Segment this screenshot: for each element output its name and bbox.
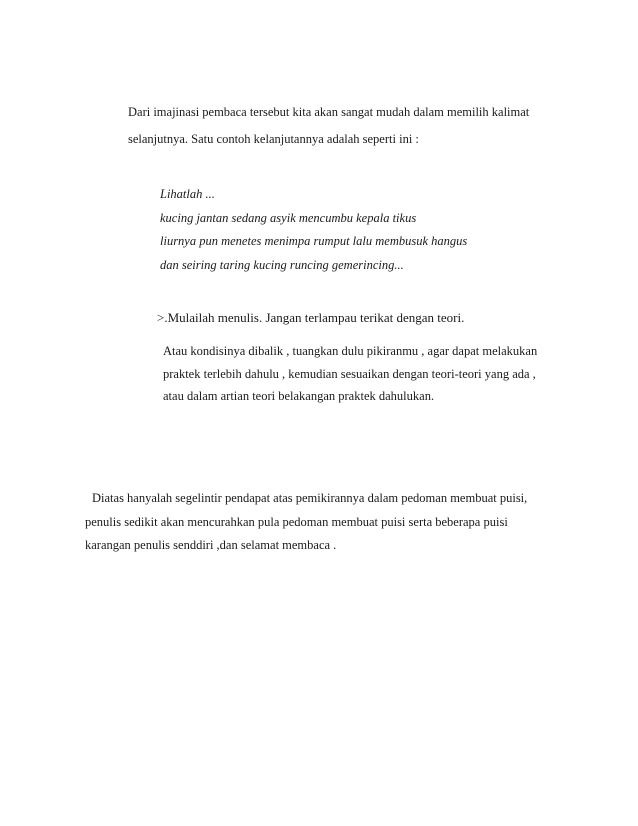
poem-line: Lihatlah ... — [160, 187, 215, 201]
closing-line: penulis sedikit akan mencurahkan pula pedoman membuat puisi serta beberapa puisi — [85, 515, 508, 529]
intro-line-2: selanjutnya. Satu contoh kelanjutannya adalah seperti ini : — [128, 132, 419, 146]
poem-line: dan seiring taring kucing runcing gemerincing... — [160, 258, 404, 272]
tip-line: Atau kondisinya dibalik , tuangkan dulu pikiranmu , agar dapat melakukan — [163, 344, 538, 358]
closing-line: karangan penulis senddiri ,dan selamat membaca . — [85, 538, 337, 552]
intro-line-1: Dari imajinasi pembaca tersebut kita akan sangat mudah dalam memilih kalimat — [128, 105, 530, 119]
tip-line: atau dalam artian teori belakangan praktek dahulukan. — [163, 389, 435, 403]
closing-line: Diatas hanyalah segelintir pendapat atas pemikirannya dalam pedoman membuat puisi, — [92, 491, 528, 505]
poem-line: liurnya pun menetes menimpa rumput lalu membusuk hangus — [160, 234, 468, 248]
poem-line: kucing jantan sedang asyik mencumbu kepala tikus — [160, 211, 417, 225]
tip-heading — [157, 310, 464, 326]
tip-heading-text: Mulailah menulis. Jangan terlampau terikat dengan teori. — [167, 310, 465, 325]
tip-line: praktek terlebih dahulu , kemudian sesuaikan dengan teori-teori yang ada , — [163, 367, 536, 381]
tip-marker: >. — [157, 310, 168, 325]
